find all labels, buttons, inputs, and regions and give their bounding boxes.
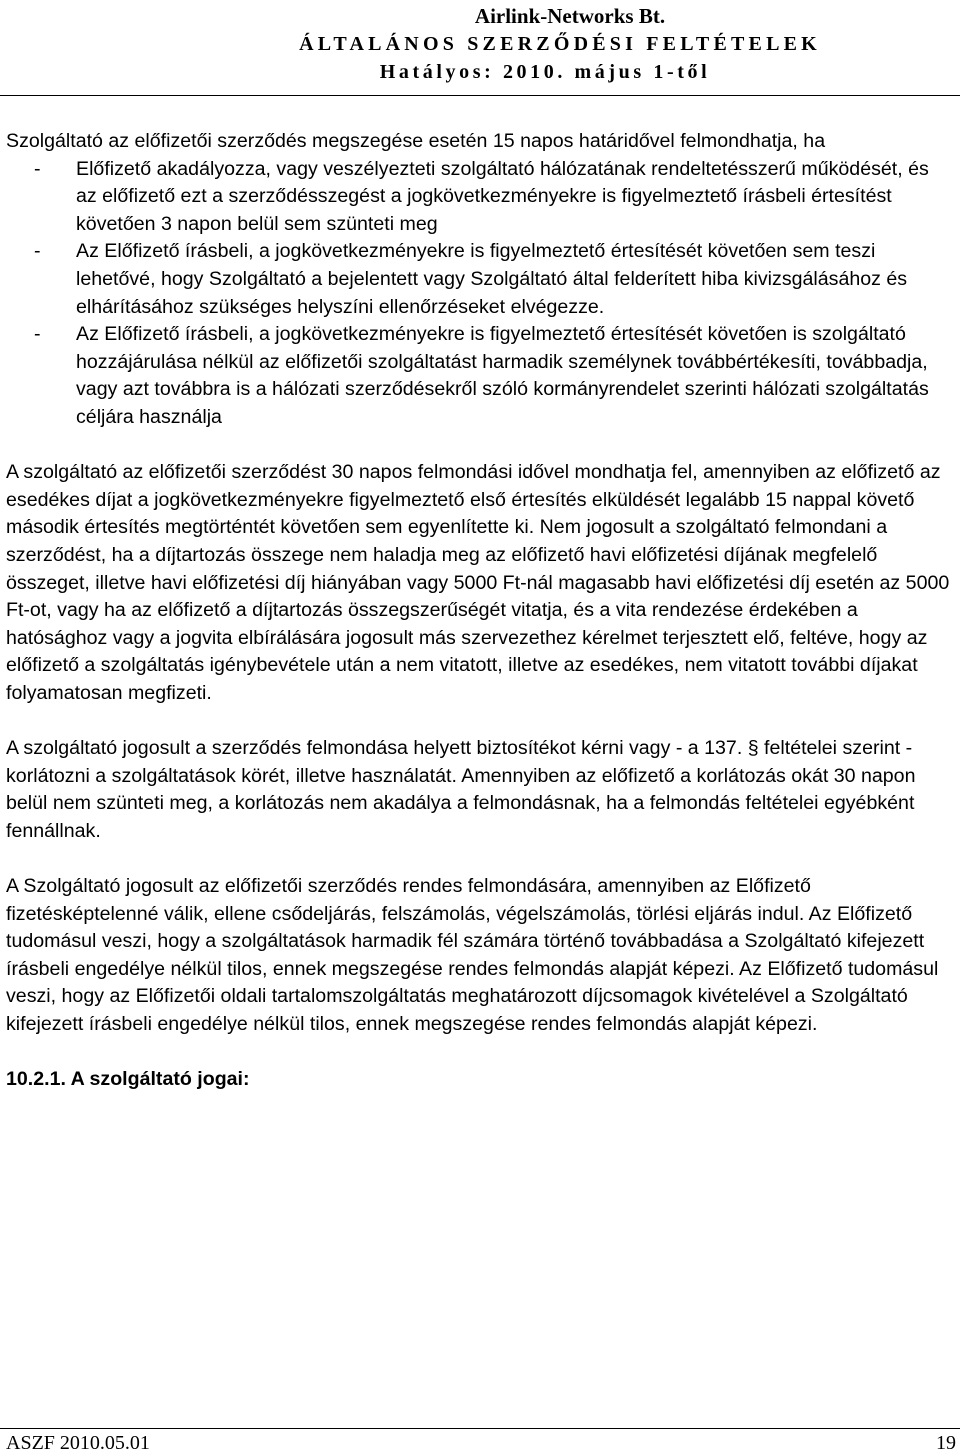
section-heading: 10.2.1. A szolgáltató jogai: — [6, 1068, 250, 1091]
section-intro: Szolgáltató az előfizetői szerződés megszegése esetén 15 napos határidővel felmondhatja, ha — [6, 130, 826, 152]
footer-divider — [0, 1428, 960, 1429]
document-body — [6, 128, 950, 1094]
list-item-text: Előfizető akadályozza, vagy veszélyezteti szolgáltató hálózatának rendeltetésszerű működését, és az előfizető ezt a szerződésszegést a jogkövetkezményekre is figyelmeztető írásbeli értesítést követően 3 napon belül sem szünteti meg — [76, 157, 929, 235]
header-divider — [0, 95, 960, 96]
page-header — [0, 2, 960, 86]
paragraph-security-deposit: A szolgáltató jogosult a szerződés felmondása helyett biztosítékot kérni vagy - a 137. § feltételei szerint - korlátozni a szolgáltatások körét, illetve használatát. Amennyiben az előfizető a korlátozás okát 30 napon belül nem szünteti meg, a korlátozás nem akadálya a felmondásnak, ha a felmondás feltételei egyébként fennállnak. — [6, 737, 916, 842]
list-item-text: Az Előfizető írásbeli, a jogkövetkezményekre is figyelmeztető értesítését követően is szolgáltató hozzájárulása nélkül az előfizetői szolgáltatást harmadik személynek továbbértékesíti, továbbadja, vagy azt továbbra is a hálózati szerződésekről szóló kormányrendelet szerinti hálózati szolgáltatás céljára használja — [76, 323, 929, 428]
company-name: Airlink-Networks Bt. — [474, 4, 666, 28]
paragraph-ordinary-termination: A Szolgáltató jogosult az előfizetői szerződés rendes felmondására, amennyiben az Előfizető fizetésképtelenné válik, ellene csődeljárás, felszámolás, végelszámolás, törlési eljárás indul. Az Előfizető tudomásul veszi, hogy a szolgáltatások harmadik fél számára történő továbbadása a Szolgáltató kifejezett írásbeli engedélye nélkül tilos, ennek megszegése rendes felmondás alapját képezi. Az Előfizető tudomásul veszi, hogy az Előfizetői oldali tartalomszolgáltatás meghatározott díjcsomagok kivételével a Szolgáltató kifejezett írásbeli engedélye nélkül tilos, ennek megszegése rendes felmondás alapját képezi. — [6, 875, 939, 1035]
spacer — [6, 1039, 950, 1067]
list-dash: - — [34, 323, 41, 346]
spacer — [6, 845, 950, 873]
list-item-text: Az Előfizető írásbeli, a jogkövetkezményekre is figyelmeztető értesítését követően sem teszi lehetővé, hogy Szolgáltató a bejelentett vagy Szolgáltató által felderített hiba kivizsgálásához és elhárításához szükséges helyszíni ellenőrzéseket elvégezze. — [76, 240, 908, 318]
document-title: ÁLTALÁNOS SZERZŐDÉSI FELTÉTELEK — [299, 33, 821, 55]
list-item — [6, 156, 950, 239]
document-id: ASZF 2010.05.01 — [6, 1432, 150, 1454]
termination-conditions-list — [6, 156, 950, 432]
list-dash: - — [34, 157, 41, 180]
paragraph-notice-period: A szolgáltató az előfizetői szerződést 30 napos felmondási idővel mondhatja fel, amennyiben az előfizető az esedékes díjat a jogkövetkezményekre figyelmeztető első értesítés elküldését legalább 15 nappal követő második értesítés megtörténtét követően sem egyenlítette ki. Nem jogosult a szolgáltató felmondani a szerződést, ha a díjtartozás összege nem haladja meg az előfizető havi előfizetési díjának megfelelő összeget, illetve havi előfizetési díj hiányában vagy 5000 Ft-nál magasabb havi előfizetési díj esetén az 5000 Ft-ot, vagy ha az előfizető a díjtartozás összegszerűségét vitatja, és a vita rendezése érdekében a hatósághoz vagy a jogvita elbírálására jogosult más szervezethez kérelmet terjesztett elő, feltéve, hogy az előfizető a szolgáltatás igénybevétele után a nem vitatott, illetve az esedékes, nem vitatott további díjakat folyamatosan megfizeti. — [6, 461, 950, 704]
spacer — [6, 432, 950, 460]
effective-date: Hatályos: 2010. május 1-től — [379, 61, 711, 83]
list-item — [6, 321, 950, 431]
list-item — [6, 238, 950, 321]
list-dash: - — [34, 240, 41, 263]
page-number: 19 — [936, 1432, 956, 1454]
spacer — [6, 707, 950, 735]
